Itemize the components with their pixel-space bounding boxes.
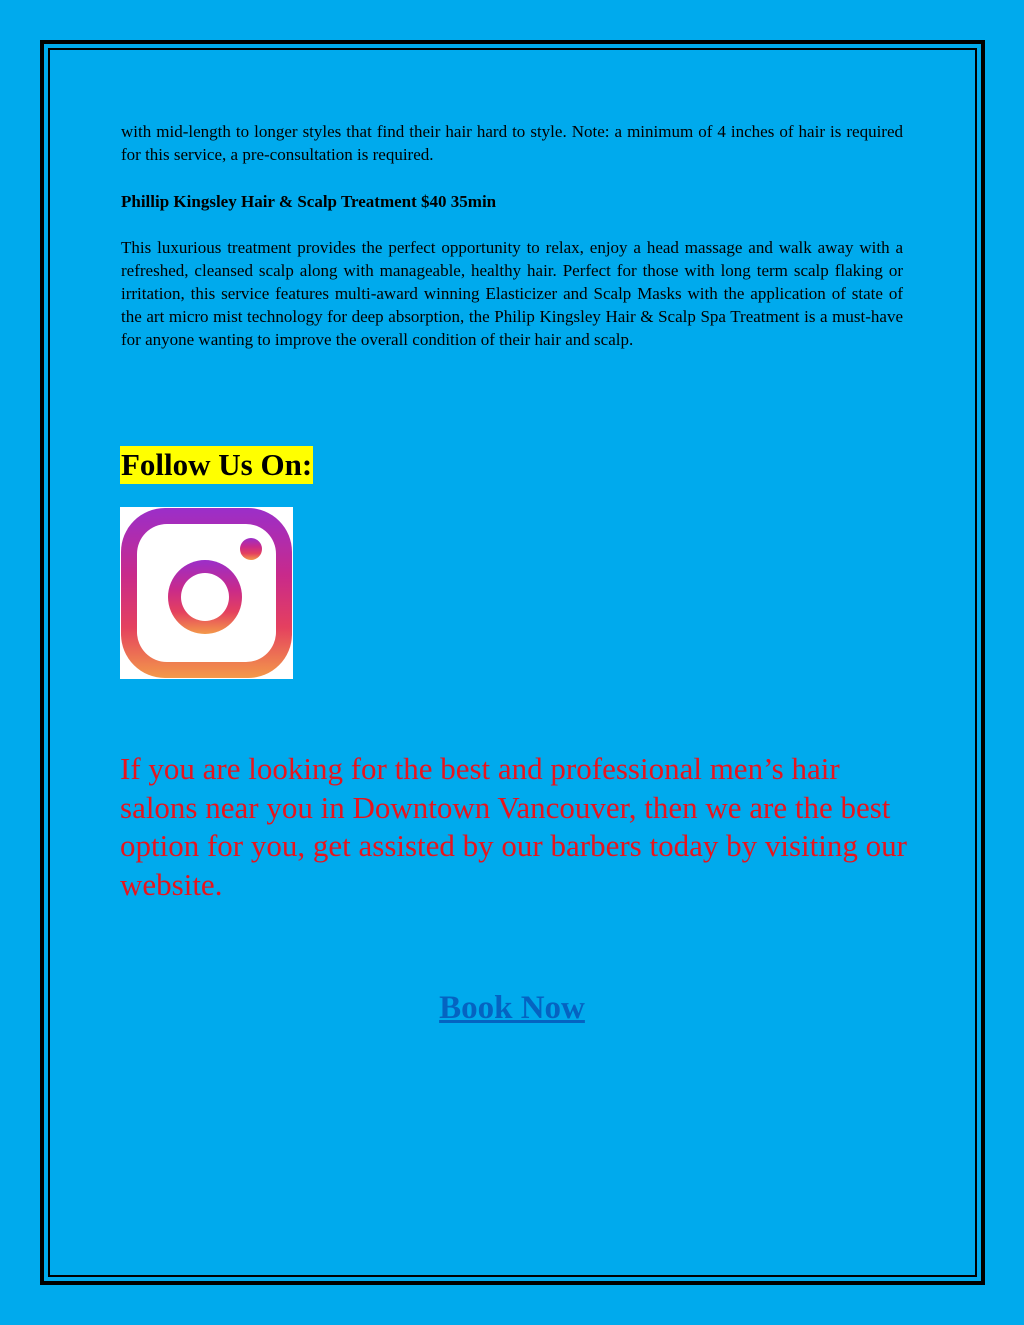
main-content <box>121 120 903 351</box>
intro-paragraph: with mid-length to longer styles that find their hair hard to style. Note: a minimum of 4 inches of hair is required for this service, a pre-consultation is required. <box>121 122 903 164</box>
book-now-link[interactable]: Book Now <box>439 990 585 1026</box>
service-description: This luxurious treatment provides the perfect opportunity to relax, enjoy a head massage and walk away with a refreshed, cleansed scalp along with manageable, healthy hair. Perfect for those with long term scalp flaking or irritation, this service features multi-award winning Elasticizer and Scalp Masks with the application of state of the art micro mist technology for deep absorption, the Philip Kingsley Hair & Scalp Spa Treatment is a must-have for anyone wanting to improve the overall condition of their hair and scalp. <box>121 238 903 349</box>
service-heading: Phillip Kingsley Hair & Scalp Treatment $40 35min <box>121 192 497 211</box>
instagram-icon <box>120 507 293 679</box>
instagram-link[interactable] <box>120 507 293 679</box>
promo-text: If you are looking for the best and professional men’s hair salons near you in Downtown Vancouver, then we are the best option for you, get assisted by our barbers today by visiting our website. <box>120 751 907 902</box>
follow-us-heading: Follow Us On: <box>121 447 313 482</box>
book-now-wrapper <box>0 988 1024 1028</box>
